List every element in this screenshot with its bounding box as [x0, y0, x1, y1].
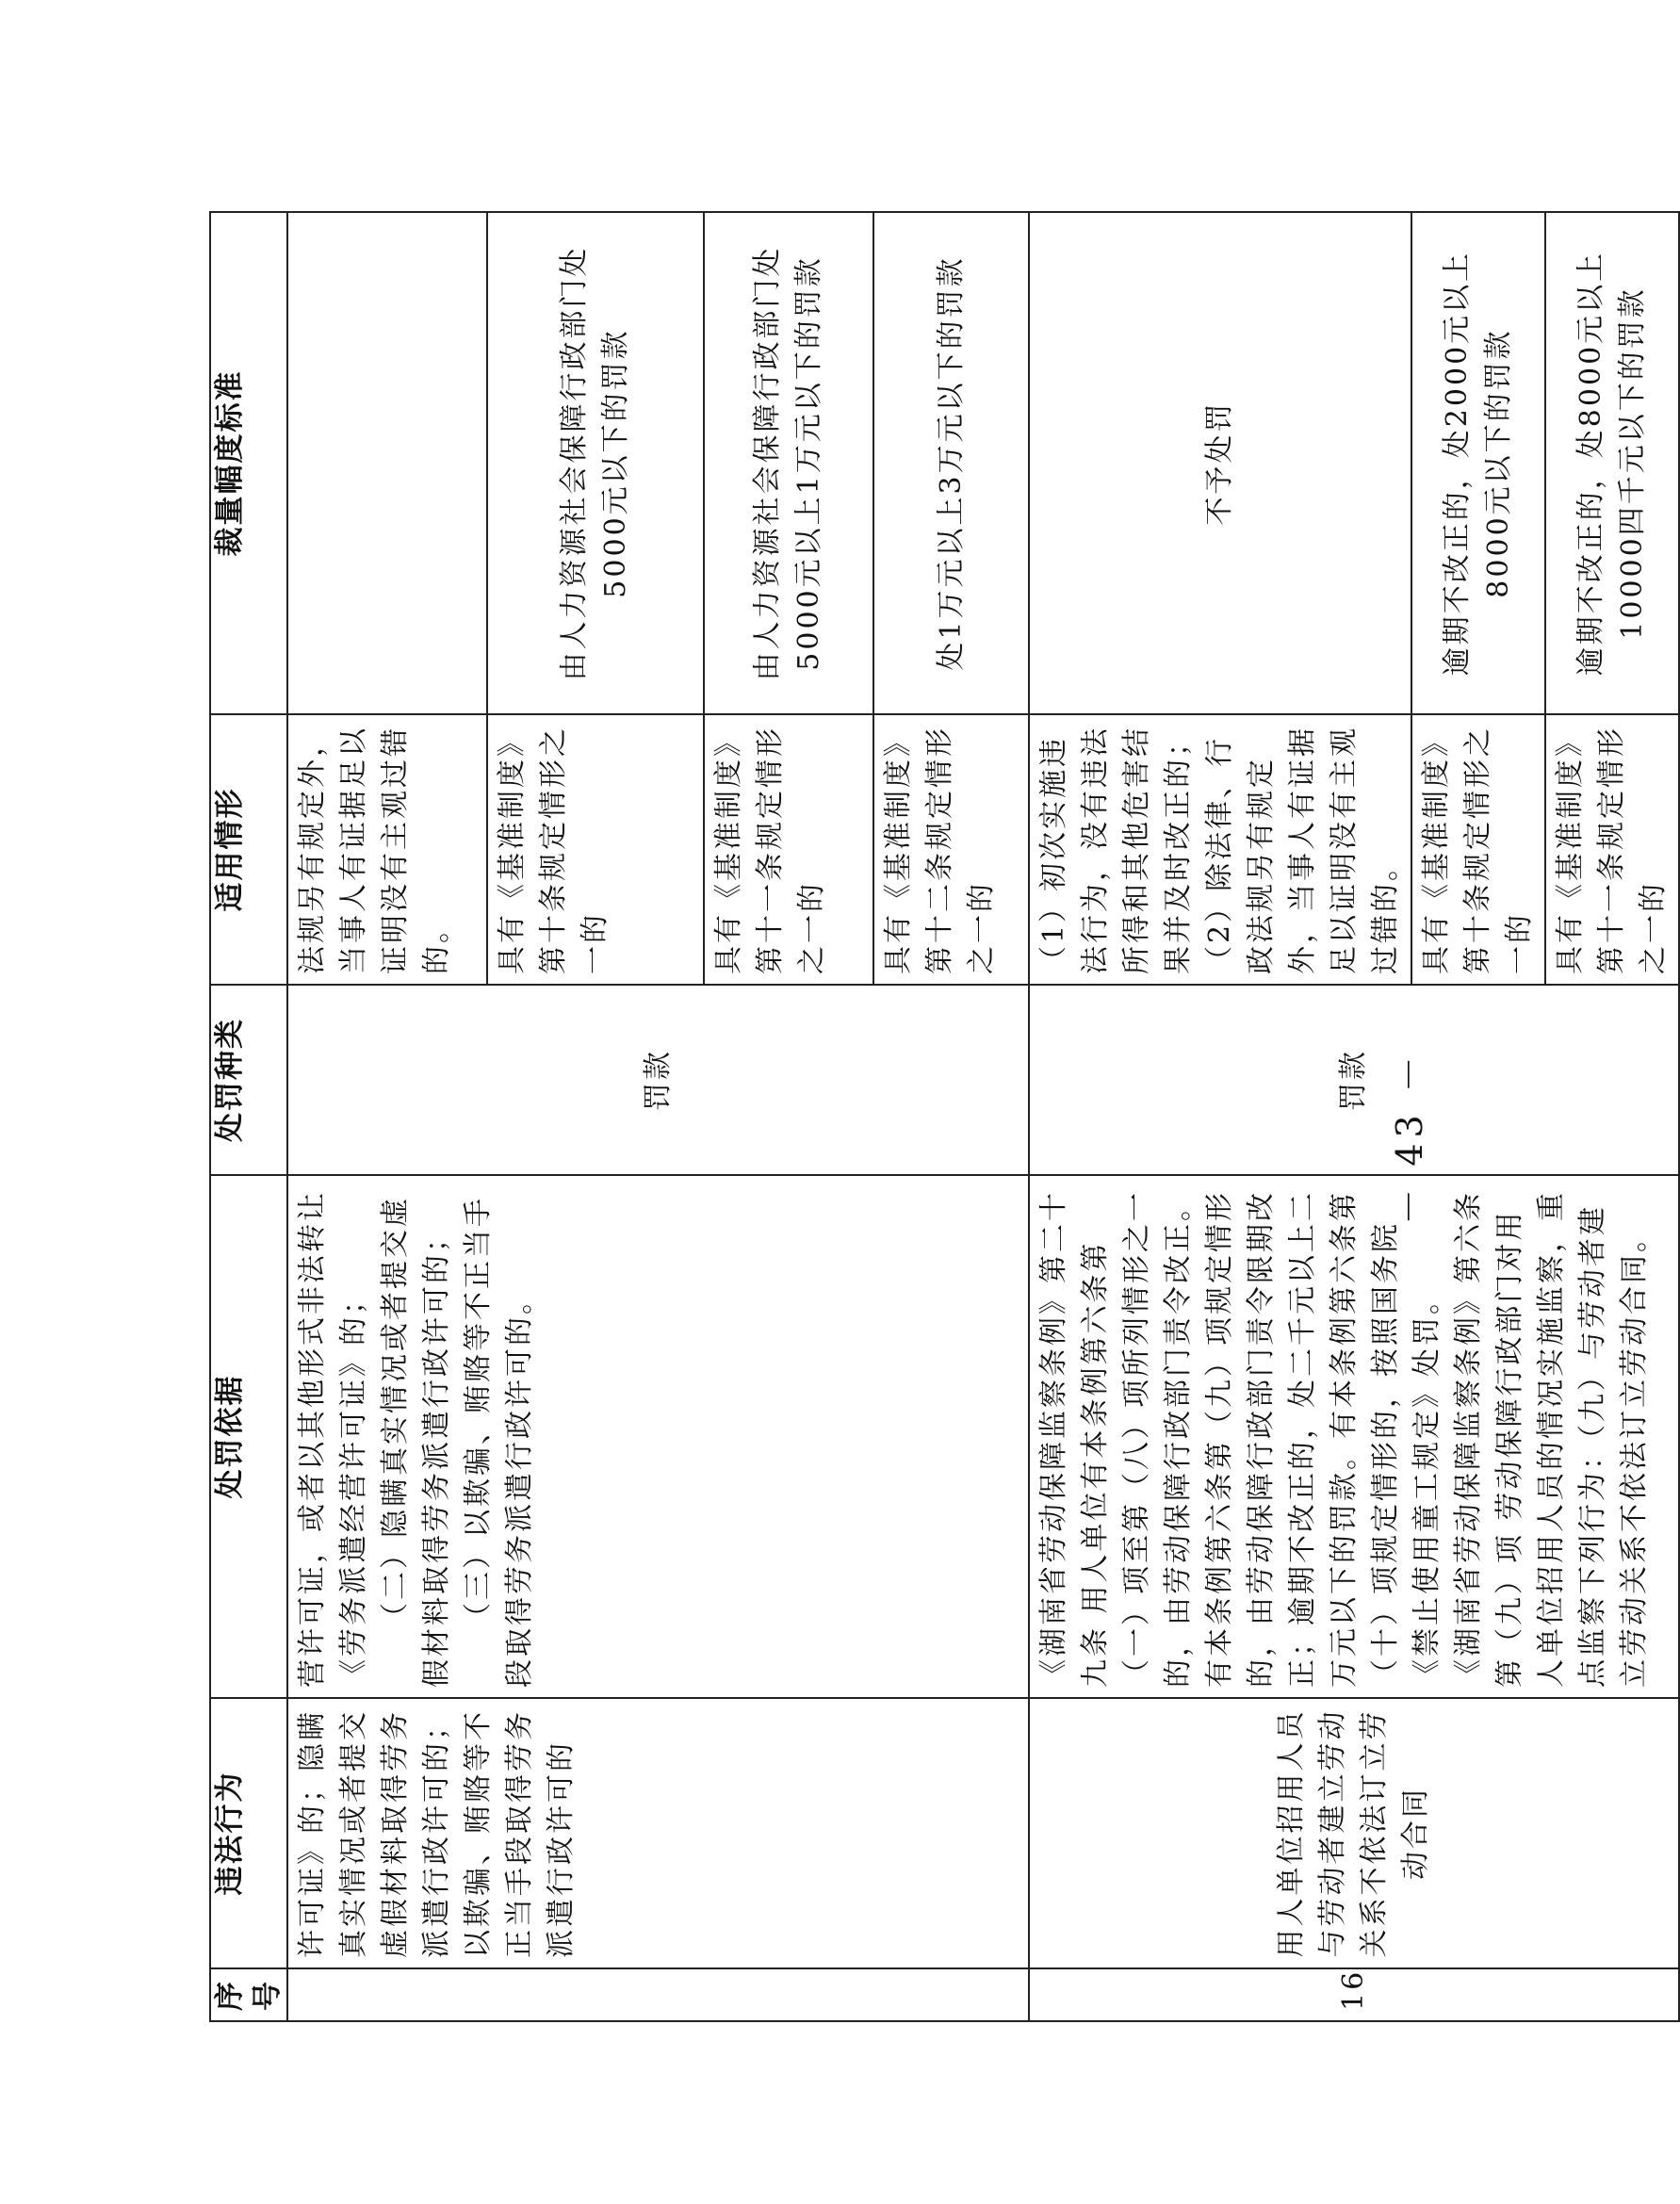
standard-cell: 由人力资源社会保障行政部门处5000元以上1万元以下的罚款	[704, 212, 873, 714]
basis-paragraph: 《湖南省劳动保障监察条例》第六条第（九）项 劳动保障行政部门对用人单位招用人员的情况实施监察，重点监察下列行为：（九）与劳动者建立劳动关系不依法订立劳动合同。	[1452, 1190, 1651, 1688]
circumstance-cell: （1）初次实施违法行为，没有违法所得和其他危害结果并及时改正的；（2）除法律、行政法规另有规定外，当事人有证据足以证明没有主观过错的。	[1029, 714, 1411, 985]
standard-cell: 逾期不改正的，处8000元以上10000四千元以下的罚款	[1545, 212, 1679, 714]
basis-paragraph: 营许可证，或者以其他形式非法转让《劳务派遣经营许可证》的；	[296, 1190, 370, 1688]
header-circumstance: 适用情形	[210, 714, 287, 985]
circumstance-cell: 法规另有规定外，当事人有证据足以证明没有主观过错的。	[287, 714, 487, 985]
header-penalty-type: 处罚种类	[210, 985, 287, 1175]
basis-paragraph: （二）隐瞒真实情况或者提交虚假材料取得劳务派遣行政许可的；	[379, 1196, 453, 1688]
penalty-type-cell: 罚款	[1029, 985, 1679, 1175]
violation-cell: 用人单位招用人员与劳动者建立劳动关系不依法订立劳动合同	[1029, 1698, 1679, 1968]
table-row	[287, 212, 487, 2021]
penalty-type-cell: 罚款	[287, 985, 1029, 1175]
page-number-text: － 43 －	[1388, 1050, 1430, 1225]
circumstance-cell: 具有《基准制度》第十条规定情形之一的	[1411, 714, 1545, 985]
table-header-row	[210, 212, 287, 2021]
circumstance-cell: 具有《基准制度》第十一条规定情形之一的	[1545, 714, 1679, 985]
basis-paragraph: 《湖南省劳动保障监察条例》第二十九条 用人单位有本条例第六条第（一）项至第（八）项所列情形之一的，由劳动保障行政部门责令改正。有本条例第六条第（九）项规定情形的，由劳动保障行政部门责令限期改正；逾期不改正的，处二千元以上二万元以下的罚款。有本条例第六条第（十）项规定情形的，按照国务院《禁止使用童工规定》处罚。	[1037, 1190, 1443, 1688]
header-seq: 序号	[210, 1968, 287, 2021]
standard-cell	[287, 212, 487, 714]
penalty-table	[209, 211, 1680, 2022]
standard-cell: 不予处罚	[1029, 212, 1411, 714]
violation-cell: 许可证》的；隐瞒真实情况或者提交虚假材料取得劳务派遣行政许可的；以欺骗、贿赂等不正当手段取得劳务派遣行政许可的	[287, 1698, 1029, 1968]
circumstance-cell: 具有《基准制度》第十一条规定情形之一的	[704, 714, 873, 985]
page-number	[1378, 1050, 1434, 1225]
basis-paragraph: （三）以欺骗、贿赂等不正当手段取得劳务派遣行政许可的。	[462, 1196, 536, 1688]
header-violation: 违法行为	[210, 1698, 287, 1968]
standard-cell: 逾期不改正的，处2000元以上8000元以下的罚款	[1411, 212, 1545, 714]
standard-cell: 处1万元以上3万元以下的罚款	[873, 212, 1029, 714]
circumstance-cell: 具有《基准制度》第十二条规定情形之一的	[873, 714, 1029, 985]
standard-cell: 由人力资源社会保障行政部门处5000元以下的罚款	[487, 212, 704, 714]
header-basis: 处罚依据	[210, 1175, 287, 1698]
basis-cell	[287, 1175, 1029, 1698]
table-row	[1029, 212, 1411, 2021]
header-standard: 裁量幅度标准	[210, 212, 287, 714]
basis-cell	[1029, 1175, 1679, 1698]
circumstance-cell: 具有《基准制度》第十条规定情形之一的	[487, 714, 704, 985]
seq-cell: 16	[1029, 1968, 1679, 2021]
seq-cell	[287, 1968, 1029, 2021]
